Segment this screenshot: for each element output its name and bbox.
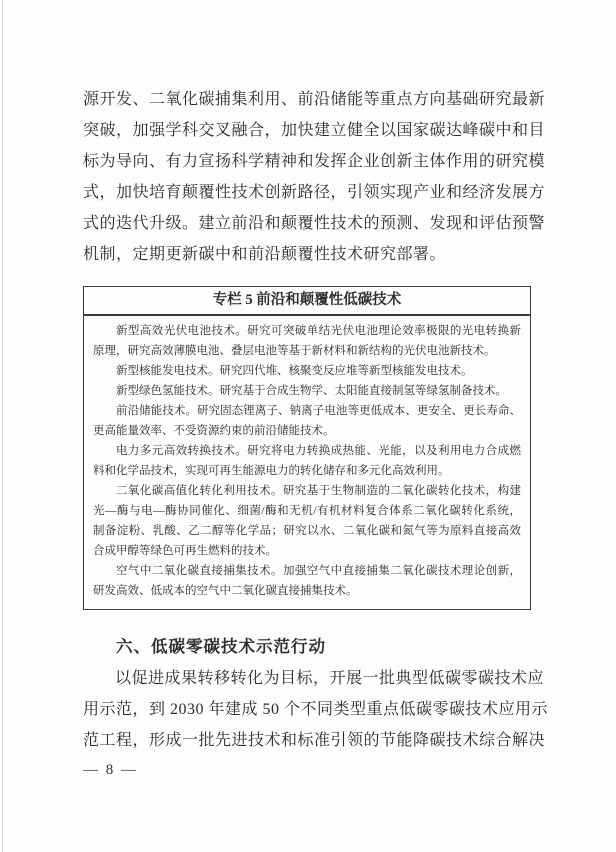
text-line: 新型绿色氢能技术。研究基于合成生物学、太阳能直接制氢等绿氢制备技术。 [116,385,507,397]
text-line: 用示范，到 2030 年建成 50 个不同类型重点低碳零碳技术应用示 [83,701,549,718]
text-line: 料和化学品技术，实现可再生能源电力的转化储存和多元化高效利用。 [93,465,450,477]
text-line: 式的迭代升级。建立前沿和颠覆性技术的预测、发现和评估预警 [83,215,546,232]
text-line: 制备淀粉、乳酸、乙二醇等化学品；研究以水、二氧化碳和氮气等为原料直接高效 [93,525,521,537]
info-box-body [84,316,530,609]
section-paragraph [83,663,549,756]
text-line: 原理，研究高效薄膜电池、叠层电池等基于新材料和新结构的光伏电池新技术。 [93,345,496,357]
text-line: 新型高效光伏电池技术。研究可突破单结光伏电池理论效率极限的光电转换新 [116,325,521,337]
text-line: 范工程，形成一批先进技术和标准引领的节能降碳技术综合解决 [83,732,546,749]
scan-edge-line [2,0,3,852]
text-line: 空气中二氧化碳直接捕集技术。加强空气中直接捕集二氧化碳技术理论创新， [116,565,521,577]
intro-paragraph [83,84,546,270]
text-line: 标为导向、有力宣扬科学精神和发挥企业创新主体作用的研究模 [83,153,546,170]
text-line: 新型核能发电技术。研究四代堆、核聚变反应堆等新型核能发电技术。 [116,365,473,377]
text-line: 前沿储能技术。研究固态锂离子、钠离子电池等更低成本、更安全、更长寿命、 [116,405,521,417]
text-line: 突破，加强学科交叉融合，加快建立健全以国家碳达峰碳中和目 [83,122,546,139]
text-line: 电力多元高效转换技术。研究将电力转换成热能、光能，以及利用电力合成燃 [116,445,521,457]
text-line: 以促进成果转移转化为目标，开展一批典型低碳零碳技术应 [115,670,545,687]
text-line: 研发高效、低成本的空气中二氧化碳直接捕集技术。 [93,585,358,597]
page-number: — 8 — [83,762,138,778]
section-heading: 六、低碳零碳技术示范行动 [116,637,326,656]
text-line: 式，加快培育颠覆性技术创新路径，引领实现产业和经济发展方 [83,184,546,201]
text-line: 合成甲醇等绿色可再生燃料的技术。 [93,545,277,557]
text-line: 二氧化碳高值化转化利用技术。研究基于生物制造的二氧化碳转化技术，构建 [116,485,521,497]
text-line: 机制，定期更新碳中和前沿颠覆性技术研究部署。 [83,246,447,263]
text-line: 更高能量效率、不受资源约束的前沿储能技术。 [93,425,335,437]
info-box-title: 专栏 5 前沿和颠覆性低碳技术 [84,287,530,316]
text-line: 光—酶与电—酶协同催化、细菌/酶和无机/有机材料复合体系二氧化碳转化系统， [93,505,521,517]
info-box [83,286,531,610]
text-line: 源开发、二氧化碳捕集利用、前沿储能等重点方向基础研究最新 [83,91,546,108]
text-column [83,84,549,756]
